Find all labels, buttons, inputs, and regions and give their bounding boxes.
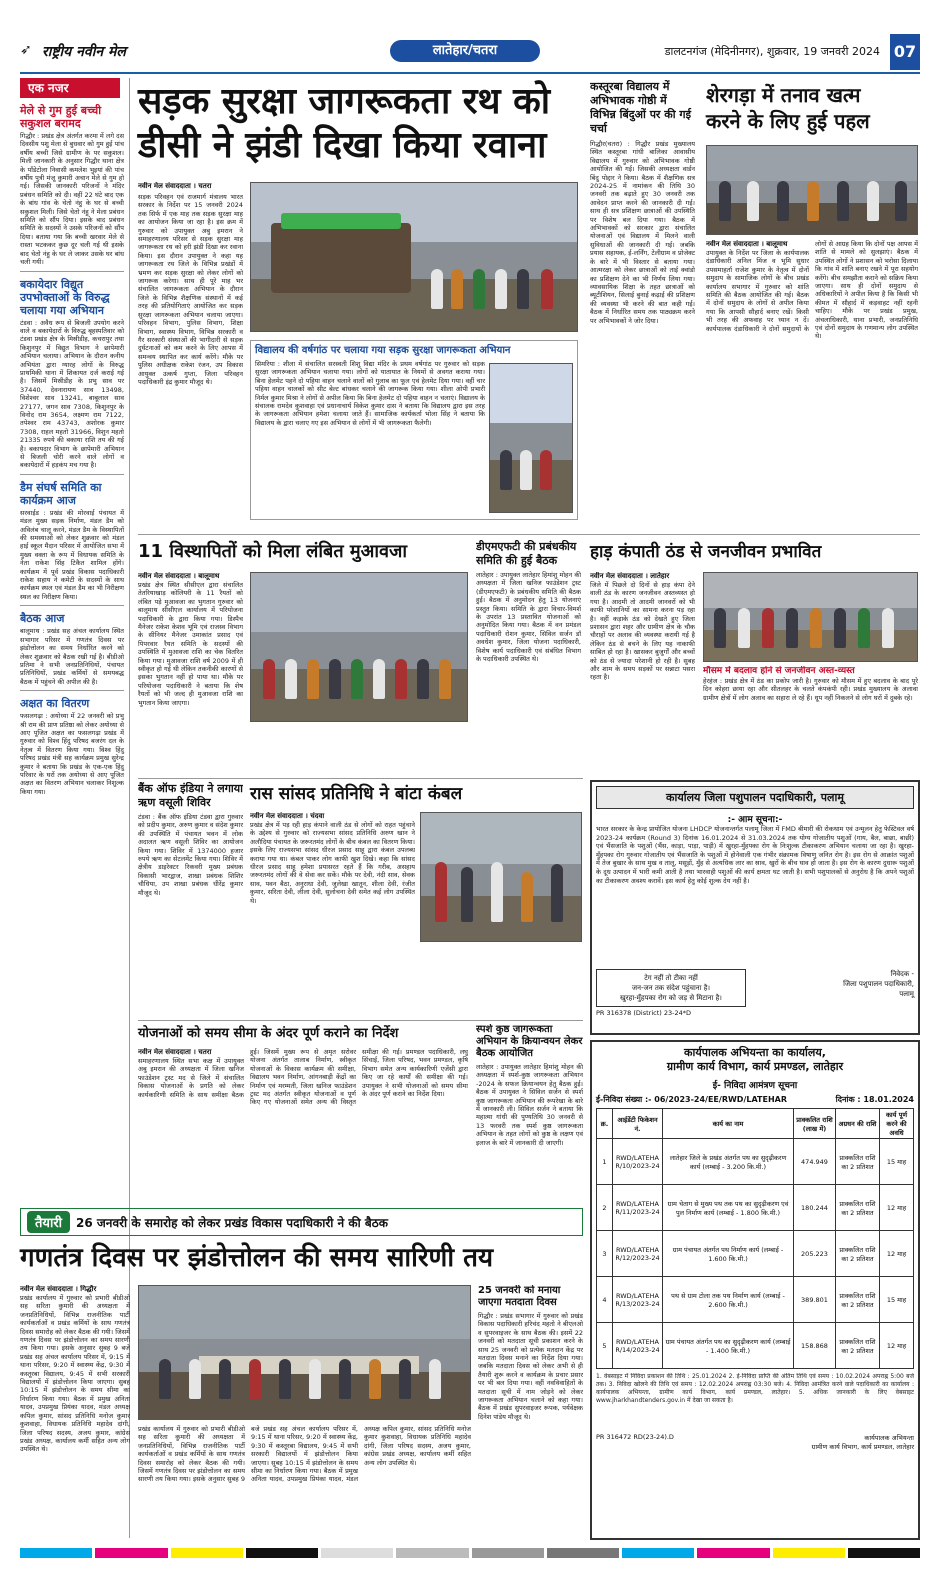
shergarha-article-text xyxy=(706,240,918,530)
dateline: डालटनगंज (मेदिनीनगर), शुक्रवार, 19 जनवरी 2024 xyxy=(664,45,880,58)
tender-notice-date: दिनांक : 18.01.2024 xyxy=(835,1095,914,1104)
table-cell: 205.223 xyxy=(794,1231,836,1277)
brief-item xyxy=(20,481,124,601)
pashupalan-slogan-box xyxy=(596,969,746,1007)
kambal-photo xyxy=(420,812,582,942)
page-number: 07 xyxy=(890,34,920,70)
dmft-headline: डीएमएफटी की प्रबंधकीय समिति की हुई बैठक xyxy=(476,540,577,567)
brief-item xyxy=(20,278,124,470)
tender-notice-title: ई- निविदा आमंत्रण सूचना xyxy=(712,1081,798,1091)
thand-body: जिले में पिछले दो दिनों से हाड़ कंपा देने वाली ठंड के कारण जनजीवन अस्तव्यस्त हो गया है। आदमी तो आदमी जानवरों को भी काफी परेशानियों का सामना करना पड़ रहा है। वहीं कड़ाके ठंड को देखते हुए जिला प्रशासन द्वारा शहर और ग्रामीण क्षेत्र के चौक चौराहों पर अलाव की व्यवस्था करायी गई है लेकिन ठंड से बचने के लिए यह नाकाफी साबित हो रहा है। खासकर बुजुर्गों और बच्चों को ठंड से ज्यादा परेशानी हो रही है। सुबह और शाम के समय सड़कों पर सन्नाटा पसरा रहता है। xyxy=(590,581,695,682)
divider xyxy=(20,690,124,691)
paper-name: राष्ट्रीय नवीन मेल xyxy=(42,44,126,60)
tender-title-line2: ग्रामीण कार्य विभाग, कार्य प्रमण्डल, लातेहार xyxy=(666,1060,844,1073)
brief-body: बालूमाथ : प्रखंड सह अंचल कार्यालय स्थित सभागार परिसर में गणतंत्र दिवस पर झंडोत्तोलन का समय निर्धारित करने को लेकर शुक्रवार को बैठक रखी गई है। बीडीओ प्रतिमा ने सभी जनप्रतिनिधियों, पंचायत प्रतिनिधियों, प्रखंड कर्मियों से समयबद्ध बैठक में पहुंचने की अपील की है। xyxy=(20,627,124,686)
table-cell: 1 xyxy=(597,1139,613,1185)
pashupalan-title: कार्यालय जिला पशुपालन पदाधिकारी, पलामू xyxy=(596,786,914,809)
brief-headline: बैठक आज xyxy=(20,612,65,626)
brief-body: गिद्धौर : प्रखंड क्षेत्र अंतर्गत करमा में लगे दस दिवसीय पशु मेला से बुधवार को गुम हुई पांच वर्षीय बच्ची जिसे ग्रामीण के पर सकुशल। मिली जानकारी के अनुसार गिद्धौर थाना क्षेत्र के पाँडेटोला निवासी कमलेश भुइयां की पांच वर्षीय पुत्री मंजू कुमारी अचान मेले से गुम हो गई। जिसकी जानकारी परिजनों ने मंदिर प्रबंधन समिति को दी। वहीं 22 घंटे बाद एक के बांध गांव के चेतो नंहु के घर से बच्ची सकुशल मिली। जिसे चेतो नंहु ने मेला प्रबंधन समिति को सौंप दिया। इसके बाद प्रबंधन समिति के सदस्यों ने उसके परिजनों को सौंप दिया। बताया गया कि बच्ची खरवार मेले से रास्ता भटककर कुछ दूर चली गई थी इसके बाद चेतो नंहु के घर ले जाकर उसके घर बांध चली गयी। xyxy=(20,132,124,267)
brief-headline: मेले से गुम हुई बच्ची सकुशल बरामद xyxy=(20,104,102,130)
tender-footer xyxy=(596,1433,914,1451)
kambal-body: प्रखंड क्षेत्र में पड़ रही हाड़ कंपाने वाली ठंड से लोगों को राहत पहुंचाने के उद्देश्य से गुरुवार को राज्यसभा सांसद प्रतिनिधि अरुण खान ने अलौदिया पंचायत के जरूरतमंद लोगों के बीच कंबल का वितरण किया। इसके लिए राज्यसभा सांसद धीरज प्रसाद साहू द्वारा कंबल उपलब्ध कराया गया था। कंबल पाकर लोग काफी खुश दिखे। कहा कि सांसद धीरज प्रसाद साहू हमेशा प्रयासरत रहते हैं कि गरीब, असहाय जरूरतमंद लोगों की वे सेवा कर सकें। मौके पर देवी, नंदी साव, सेवक साव, पवन बैठा, अनुराधा देवी, जुलेखा खातून, शीला देवी, रंजीत कुमार, सरिता देवी, लीला देवी, सुलोचना देवी समेत कई लोग उपस्थित थे। xyxy=(250,821,415,905)
rath-byline: नवीन मेल संवाददाता । चतरा xyxy=(138,182,212,190)
visthapit-article-text xyxy=(138,572,243,772)
divider xyxy=(20,271,124,272)
table-row xyxy=(597,1277,914,1323)
kambal-byline: नवीन मेल संवाददाता । चंदवा xyxy=(250,812,325,820)
brief-headline: अक्षत का वितरण xyxy=(20,697,90,711)
school-sidebar-story xyxy=(250,340,578,520)
thand-headline-box xyxy=(590,540,920,568)
table-header-row xyxy=(597,1109,914,1139)
table-row xyxy=(597,1231,914,1277)
table-cell: 180.244 xyxy=(794,1185,836,1231)
school-story-headline: विद्यालय की वर्षगांठ पर चलाया गया सड़क सुरक्षा जागरूकता अभियान xyxy=(255,345,511,356)
brief-headline: बकायेदार विद्युत उपभोक्ताओं के विरुद्ध चलाया गया अभियान xyxy=(20,277,110,317)
table-cell: प्राक्कलित राशि का 2 प्रतिशत xyxy=(836,1139,880,1185)
slogan-line: खुरहा-मुँहपका रोग को जड़ से मिटाना है। xyxy=(620,994,722,1002)
brief-item xyxy=(20,104,124,267)
signature-line: जिला पशुपालन पदाधिकारी, xyxy=(843,980,914,988)
rath-headline-line2: डीसी ने झंडी दिखा किया रवाना xyxy=(138,125,547,166)
bank-body: टंडवा : बैंक ऑफ इंडिया टंडवा द्वारा गुरुवार को प्रदीप कुमार, अरुण कुमार व संदेश कुमार की उपस्थिति में पंचायत भवन में लोक अदालत ऋण वसूली शिविर का आयोजन किया गया। शिविर में 1374000 हजार रुपये ऋण का सेटलमेंट किया गया। शिविर में क्षेत्रीय डाइरेक्टर रिकवरी मुख्य प्रबंधक विकासी भारद्वाज, शाखा प्रबंधक शिशिर चौधिया, उप शाखा प्रबंधक धीरेंद्र कुमार मौजूद थे। xyxy=(138,813,243,897)
thand-byline: नवीन मेल संवाददाता । लातेहार xyxy=(590,572,670,580)
shergarha-headline-line2: करने के लिए हुई पहल xyxy=(706,109,870,133)
yojana-headline: योजनाओं को समय सीमा के अंदर पूर्ण कराने का निर्देश xyxy=(138,1026,399,1041)
table-cell: RWD/LATEHA R/14/2023-24 xyxy=(613,1323,663,1369)
signature-line: कार्यपालक अभियन्ता xyxy=(864,1434,914,1442)
table-cell: प्राक्कलित राशि का 2 प्रतिशत xyxy=(836,1231,880,1277)
thand-article-text xyxy=(590,572,695,772)
matdata-body: गिद्धौर : प्रखंड सभागार में गुरुवार को प्रखंड विकास पदाधिकारी हरिचंद महतो ने बीएलओ व सुपरवाइजर के साथ बैठक की। इसमें 22 जनवरी को मतदाता सूची प्रकाशन करने के साथ 25 जनवरी को प्रत्येक मतदान केंद्र पर मतदाता दिवस मनाने का निर्देश दिया गया। जबकि मतदाता दिवस को लेकर अभी से ही तैयारी शुरू करने व कार्यक्रम के प्रचार प्रसार पर भी बल दिया गया। वहीं नवविवाहितों के मतदाता सूची में नाम जोड़ने को लेकर जागरूकता अभियान चलाने को कहा गया। बैठक में प्रखंड सुपरवाइजर रूपक, पर्यवेक्षक दिनेश पांडेय मौजूद थे। xyxy=(478,1312,583,1421)
table-cell: 15 माह xyxy=(880,1277,914,1323)
pashupalan-pr-code: PR 316378 (District) 23-24*D xyxy=(596,1009,692,1017)
gantantra-body: प्रखंड कार्यालय में गुरुवार को प्रभारी बीडीओ सह सरिता कुमारी की अध्यक्षता में जनप्रतिनिधियों, विभिन्न राजनीतिक पार्टी कार्यकर्ताओं व प्रखंड कर्मियों के साथ गणतंत्र दिवस समारोह को लेकर बैठक की गयी। जिसमें गणतंत्र दिवस पर झंडोत्तोलन का समय सारणी तय किया गया। इसके अनुसार सुबह 9 बजे प्रखंड सह अंचल कार्यालय परिसर में, 9:15 में थाना परिसर, 9:20 में स्वास्थ्य केंद्र, 9:30 में कस्तूरबा विद्यालय, 9:45 में सभी सरकारी विद्यालयों में झंडोत्तोलन किया जाएगा। सुबह 10:15 में झंडोत्तोलन के समय सीमा का निर्धारण किया गया। बैठक में प्रमुख अनिता यादव, उपप्रमुख प्रियंका यादव, मंडल अध्यक्ष कपिल कुमार, सांसद प्रतिनिधि मनोज कुमार कुशवाहा, विधायक प्रतिनिधि महादेव दांगी, जिला परिषद सदस्य, अजय कुमार, कांग्रेस प्रखंड अध्यक्ष, कार्यालय कर्मी सहित अन्य लोग उपस्थित थे। xyxy=(20,1294,130,1454)
table-cell: प्राक्कलित राशि का 2 प्रतिशत xyxy=(836,1277,880,1323)
visthapit-body: प्रखंड क्षेत्र स्थित सीसीएल द्वारा संचालित तेतरियाखाड़ कोलियरी के 11 रैयतों को लंबित पड़े मुआवजा का भुगतान गुरुवार को बालूमाथ सीसीएल कार्यालय में परियोजना पदाधिकारी के द्वारा किया गया। डिस्पैच मैनेजर राकेश केशव भूमि एवं राजस्व विभाग के सीनियर मैनेजर उमाकांत प्रसाद एवं पिपरवार रैयत समिति के सदस्यों की उपस्थिति में मुआवजा राशि का चेक वितरित किया गया। मुआवजा राशि वर्ष 2009 में ही स्वीकृत हो गई थी लेकिन तकनीकी कारणों से इसका भुगतान नहीं हो पाया था। मौके पर परियोजना पदाधिकारी ने बताया कि शेष रैयतों को भी जल्द ही मुआवजा राशि का भुगतान किया जाएगा। xyxy=(138,581,243,707)
table-row xyxy=(597,1185,914,1231)
dmft-body: लातेहार : उपायुक्त लातेहार हिमांशु मोहन की अध्यक्षता में जिला खनिज फाउंडेशन ट्रस्ट (डीएमएफटी) के प्रबंधकीय समिति की बैठक हुई। बैठक में अनुमोदन हेतु 13 योजनाएं प्रस्तुत किया। समिति के द्वारा विचार-विमर्श के उपरांत 13 प्रस्तावित योजनाओं को अनुमोदित किया गया। बैठक में वन प्रमंडल पदाधिकारी रोशन कुमार, सिविल सर्जन डॉ अवधेश कुमार, जिला योजना पदाधिकारी, विशेष कार्य पदाधिकारी एवं संबंधित विभाग के पदाधिकारी उपस्थित थे। xyxy=(476,571,581,664)
table-cell: 158.868 xyxy=(794,1323,836,1369)
table-cell: RWD/LATEHA R/13/2023-24 xyxy=(613,1277,663,1323)
shergarha-body: उपायुक्त के निर्देश पर जिला के कार्यपालक दंडाधिकारी अनिल मिंज व भूमि सुधार उपसमाहर्ता राजेश कुमार के नेतृत्व में दोनों समुदाय के सामाजिक लोगों के बीच प्रखंड कार्यालय सभागार में गुरुवार को शांति समिति की बैठक आयोजित की गई। बैठक में दोनों समुदाय के लोगों से अपील किया गया कि आपसी सौहार्द बनाए रखें। किसी भी तरह की अफवाह पर ध्यान न दें। कार्यपालक दंडाधिकारी ने दोनों समुदायों के लोगों से आग्रह किया कि दोनों पक्ष आपस में शांति से मामले को सुलझाएं। बैठक में उपस्थित लोगों ने प्रशासन को भरोसा दिलाया कि गांव में शांति बनाए रखने में पूरा सहयोग करेंगे। बीच समझौता कराने को सक्रिय किया जाएगा। साथ ही दोनों समुदाय से अधिकारियों ने अपील किया है कि किसी भी कीमत में सौहार्द में कड़वाहट नहीं रहनी चाहिए। मौके पर प्रखंड प्रमुख, अंचलाधिकारी, थाना प्रभारी, जनप्रतिनिधि एवं दोनों समुदाय के गणमान्य लोग उपस्थित थे। xyxy=(706,240,918,341)
table-cell: 12 माह xyxy=(880,1323,914,1369)
table-cell: ग्राम चेताग से मुख्य पथ तक पथ का सुदृढ़ीकरण एवं पुल निर्माण कार्य (लम्बाई - 1.800 कि.मी.) xyxy=(663,1185,794,1231)
table-header: क्र. xyxy=(597,1109,613,1139)
table-cell: 3 xyxy=(597,1231,613,1277)
pashupalan-body: भारत सरकार के केन्द्र प्रायोजित योजना LHDCP योजनान्तर्गत पलामू जिला में FMD बीमारी की रोकथाम एवं उन्मूलन हेतु फेस्टिवल वर्ष 2023-24 कार्यक्रम (Round 3) दिनांक 16.01.2024 से 31.03.2024 तक योग्य गोजातीय पशुओं (गाय, बैल, बाछा, बाछी) एवं भैंसजाति के पशुओं (भैंस, काड़ा, पाड़ा, पाड़ी) में खुरहा-मुँहपका रोग के निःशुल्क टीकाकरण अभियान चलाया जा रहा है। खुरहा-मुँहपका रोग गुरुवार गोजातीय एवं भैंसजाति के पशुओं में होनेवाली एक गंभीर संक्रामक विषाणु जनित रोग है। इस रोग से आक्रांत पशुओं में तेज बुखार के साथ मुख व तालू, मसूड़ों, मुँह से अत्यधिक लार का स्राव, खुरों के बीच घाव हो जाता है। इस रोग के कारण दुधारू पशुओं के दूध उत्पादन में भारी कमी आती है तथा भारवाही पशुओं की कार्य क्षमता घट जाती है। सभी पशुपालकों से अनुरोध है कि अपने पशुओं का टीकाकरण अवश्य करावें। इस कार्य हेतु कोई शुल्क देय नहीं है। xyxy=(596,825,914,885)
table-cell: RWD/LATEHA R/12/2023-24 xyxy=(613,1231,663,1277)
matdata-headline: 25 जनवरी को मनाया जाएगा मतदाता दिवस xyxy=(478,1285,561,1308)
slogan-line: जन-जन तक संदेश पहुंचाना है। xyxy=(631,984,711,992)
tender-title-line1: कार्यपालक अभियन्ता का कार्यालय, xyxy=(684,1046,826,1059)
tender-pr-code: PR 316472 RD(23-24).D xyxy=(596,1433,674,1441)
masthead xyxy=(20,34,920,74)
kambal-article-text xyxy=(250,812,415,1017)
kusht-body: लातेहार : उपायुक्त लातेहार हिमांशु मोहन की अध्यक्षता में स्पर्श-कुष्ठ जागरूकता अभियान -2024 के सफल क्रियान्वयन हेतु बैठक हुई। बैठक में उपायुक्त ने सिविल सर्जन से स्पर्श कुष्ठ जागरूकता अभियान की रूपरेखा के बारे में जानकारी ली। सिविल सर्जन ने बताया कि महात्मा गांधी की पुण्यतिथि 30 जनवरी से 13 फरवरी तक स्पर्श कुष्ठ जागरूकता अभियान के तहत लोगों को कुष्ठ के लक्षण एवं इलाज के बारे में जानकारी दी जाएगी। xyxy=(476,1063,583,1147)
shergarha-byline: नवीन मेल संवाददाता । बालूमाथ xyxy=(706,240,788,248)
table-cell: ग्राम पंचायत अंतर्गत पथ का सुदृढ़ीकरण कार्य (लम्बाई - 1.400 कि.मी.) xyxy=(663,1323,794,1369)
gantantra-kicker: 26 जनवरी के समारोह को लेकर प्रखंड विकास पदाधिकारी ने की बैठक xyxy=(76,1215,388,1230)
slogan-line: टेग नहीं तो टीका नहीं xyxy=(644,974,698,982)
visthapit-photo xyxy=(250,572,468,722)
school-photo xyxy=(489,363,573,513)
yojana-byline: नवीन मेल संवाददाता । चतरा xyxy=(138,1048,212,1056)
divider xyxy=(138,534,920,535)
table-cell: प्राक्कलित राशि का 2 प्रतिशत xyxy=(836,1323,880,1369)
pashupalan-notice xyxy=(590,780,920,1035)
kusht-headline: स्पर्श कुष्ठ जागरूकता अभियान के क्रियान्वयन लेकर बैठक आयोजित xyxy=(476,1024,583,1059)
table-cell: ग्राम पंचायत अंतर्गत पथ निर्माण कार्य (लम्बाई - 1.600 कि.मी.) xyxy=(663,1231,794,1277)
signature-line: निवेदक - xyxy=(890,970,914,978)
table-cell: RWD/LATEHA R/11/2023-24 xyxy=(613,1185,663,1231)
shergarha-photo xyxy=(706,145,918,235)
brief-body: सरवाईड : प्रखंड की मोरवाई पंचायत में मंडल मुख्य सड़क निर्माण, मंडल डैम को अविलंब चालू करने, मंडल डैम के विस्थापितों की समस्याओं को लेकर शुक्रवार को मंडल हाई स्कूल मैदान परिसर में आयोजित सभा में मुख्य वक्ता के रूप में विधायक समिति के नेता राकेश सिंह टिकैत शामिल होंगे। कार्यक्रम में पूर्व प्रखंड विकास पदाधिकारी राकेश सहाय ने कमेटी के सदस्यों के साथ कार्यक्रम स्थल एवं मंडल डैम का भी निरीक्षण स्थल का निरीक्षण किया। xyxy=(20,508,124,601)
yojana-headline-box xyxy=(138,1024,468,1046)
visthapit-headline-box xyxy=(138,540,468,570)
thand-sub-body: हेरहंज : प्रखंड क्षेत्र में ठंड का प्रकोप जारी है। गुरुवार को मौसम में हुए बदलाव के बाद पूरे दिन कोहरा छाया रहा और सीतलहर के चलते कंपकंपी रही। प्रखंड मुख्यालय के अलावा ग्रामीण क्षेत्रों में लोग अलाव का सहारा ले रहे हैं। धूप नहीं निकलने से लोग घरों में दुबके रहे। xyxy=(703,677,918,702)
dmft-article xyxy=(476,540,581,770)
gantantra-headline: गणतंत्र दिवस पर झंडोत्तोलन की समय सारिणी तय xyxy=(20,1243,494,1273)
gantantra-kicker-bar xyxy=(20,1208,583,1236)
rath-body: सड़क परिवहन एवं राजमार्ग मंत्रालय भारत सरकार के निर्देश पर 15 जनवरी 2024 तक सिर्फ में एक माह तक सड़क सुरक्षा माह का आयोजन किया जा रहा है। इस क्रम में गुरुवार को उपायुक्त अबु इमरान ने समाहरणालय परिसर से सड़क सुरक्षा माह जागरूकता रथ को हरी झंडी दिखा कर रवाना किया। इस दौरान उपायुक्त ने कहा यह जागरूकता रथ जिले के विभिन्न प्रखंडों में भ्रमण कर सड़क सुरक्षा को लेकर लोगों को जागरूक करेगा। साथ ही पूरे माह भर संचालित जागरूकता अभियान के दौरान जिले के विभिन्न शैक्षणिक संस्थानों में कई तरह की प्रतियोगिताएं आयोजित कर सड़क सुरक्षा जागरूकता अभियान चलाया जाएगा। परिवहन विभाग, पुलिस विभाग, शिक्षा विभाग, स्वास्थ्य विभाग, विभिन्न सरकारी व गैर सरकारी संस्थाओं की भागीदारी से सड़क दुर्घटनाओं को कम करने के लिए आपस में समन्वय स्थापित कर कार्य करेंगे। मौके पर पुलिस अधीक्षक राकेश रंजन, उप विकास आयुक्त उत्कर्ष गुप्ता, जिला परिवहन पदाधिकारी इंद्र कुमार मौजूद थे। xyxy=(138,193,243,386)
tender-table xyxy=(596,1108,914,1369)
divider xyxy=(20,474,124,475)
shergarha-headline xyxy=(706,82,921,142)
signature-line: पलामू xyxy=(899,990,914,998)
tender-footnotes: 1. वेबसाइट में निविदा प्रकाशन की तिथि : 25.01.2024 2. ई-निविदा प्राप्ति की अंतिम तिथि एवं समय : 10.02.2024 अपराह्न 5:00 बजे तक। 3. निविदा खोलने की तिथि एवं समय : 12.02.2024 अपराह्न 03:30 बजे। 4. निविदा आमंत्रित करने वाले पदाधिकारी का कार्यालय : कार्यपालक अभियन्ता, ग्रामीण कार्य विभाग, कार्य प्रमण्डल, लातेहार। 5. अधिक जानकारी के लिए वेबसाइट www.jharkhandtenders.gov.in में देखा जा सकता है। xyxy=(596,1373,914,1404)
table-cell: पथ से ग्राम टोला तक पथ निर्माण कार्य (लम्बाई - 2.600 कि.मी.) xyxy=(663,1277,794,1323)
table-header: अग्रधन की राशि xyxy=(836,1109,880,1139)
gantantra-article-continued xyxy=(138,1425,471,1540)
table-row xyxy=(597,1323,914,1369)
table-cell: 15 माह xyxy=(880,1139,914,1185)
table-cell: RWD/LATEHA R/10/2023-24 xyxy=(613,1139,663,1185)
table-cell: प्राक्कलित राशि का 2 प्रतिशत xyxy=(836,1185,880,1231)
rath-headline xyxy=(138,80,578,180)
table-header: आईडेंटी फिकेशन नं. xyxy=(613,1109,663,1139)
brief-body: फसलगढ़ा : अयोध्या में 22 जनवरी को प्रभु श्री राम की प्राण प्रतिष्ठा को लेकर अयोध्या से आए पूजित अक्षत का फसलगढ़ा प्रखंड में गुरुवार को विश्व हिंदु परिषद बजरंग दल के नेतृत्व में वितरण किया गया। विश्व हिंदु परिषद प्रखंड मंत्री सह कार्यक्रम प्रमुख सुरेन्द्र कुमार ने बताया कि प्रखंड के एक-एक हिंदु परिवार के घरों तक अयोध्या से आए पूजित अक्षत का वितरण अभियान चलाकर निशुल्क किया गया। xyxy=(20,712,124,796)
kambal-headline: रास सांसद प्रतिनिधि ने बांटा कंबल xyxy=(250,784,463,804)
brief-headline: डैम संघर्ष समिति का कार्यक्रम आज xyxy=(20,480,102,507)
table-cell: 2 xyxy=(597,1185,613,1231)
table-header: कार्य पूर्ण करने की अवधि xyxy=(880,1109,914,1139)
gantantra-body-continued: प्रखंड कार्यालय में गुरुवार को प्रभारी बीडीओ सह सरिता कुमारी की अध्यक्षता में जनप्रतिनिधियों, विभिन्न राजनीतिक पार्टी कार्यकर्ताओं व प्रखंड कर्मियों के साथ गणतंत्र दिवस समारोह को लेकर बैठक की गयी। जिसमें गणतंत्र दिवस पर झंडोत्तोलन का समय सारणी तय किया गया। इसके अनुसार सुबह 9 बजे प्रखंड सह अंचल कार्यालय परिसर में, 9:15 में थाना परिसर, 9:20 में स्वास्थ्य केंद्र, 9:30 में कस्तूरबा विद्यालय, 9:45 में सभी सरकारी विद्यालयों में झंडोत्तोलन किया जाएगा। सुबह 10:15 में झंडोत्तोलन के समय सीमा का निर्धारण किया गया। बैठक में प्रमुख अनिता यादव, उपप्रमुख प्रियंका यादव, मंडल अध्यक्ष कपिल कुमार, सांसद प्रतिनिधि मनोज कुमार कुशवाहा, विधायक प्रतिनिधि महादेव दांगी, जिला परिषद सदस्य, अजय कुमार, कांग्रेस प्रखंड अध्यक्ष, कार्यालय कर्मी सहित अन्य लोग उपस्थित थे। xyxy=(138,1425,471,1484)
print-registration-bar xyxy=(20,1548,920,1558)
divider xyxy=(20,605,124,606)
table-cell: 389.801 xyxy=(794,1277,836,1323)
gantantra-photo xyxy=(138,1285,471,1420)
signature-line: ग्रामीण कार्य विभाग, कार्य प्रमण्डल, लातेहार xyxy=(811,1443,914,1451)
rath-photo xyxy=(250,182,578,332)
visthapit-headline: 11 विस्थापितों को मिला लंबित मुआवजा xyxy=(138,541,408,562)
bank-headline: बैंक ऑफ इंडिया ने लगाया ऋण वसूली शिविर xyxy=(138,782,243,809)
kambal-headline-box xyxy=(250,782,583,808)
bank-article xyxy=(138,782,243,1022)
ek-nazar-label: एक नजर xyxy=(20,78,120,98)
tender-notice xyxy=(590,1040,920,1540)
yojana-body: समाहरणालय स्थित सभा कक्ष में उपायुक्त अबु इमरान की अध्यक्षता में जिला खनिज फाउंडेशन ट्रस्ट मद से जिले में संचालित विकास योजनाओं के प्रगति को लेकर कार्यकारिणी समिति के साथ समीक्षा बैठक हुई। जिसमें मुख्य रूप से अमृत सरोवर योजना अंतर्गत तालाब निर्माण, स्वीकृत योजनाओं के विकास कार्यक्रम की समीक्षा, विद्यालय भवन निर्माण, आंगनबाड़ी केंद्रों का निर्माण एवं मरम्मती, जिला खनिज फाउंडेशन ट्रस्ट मद अंतर्गत स्वीकृत योजनाओं व पूर्ण किए गए योजनाओं समेत अन्य की विस्तृत समीक्षा की गई। प्रमण्डल पदाधिकारी, लघु सिंचाई, जिला परिषद, भवन प्रमण्डल, कृषि विभाग समेत अन्य कार्यकारिणी एजेंसी द्वारा किए जा रहे कार्यों की समीक्षा की गई। उपायुक्त ने सभी योजनाओं को समय सीमा के अंदर पूर्ण कराने का निर्देश दिया। xyxy=(138,1048,468,1107)
thand-sub-headline: मौसम में बदलाव होने से जनजीवन अस्त-व्यस्त xyxy=(703,666,855,676)
thand-photo xyxy=(703,572,918,662)
kasturba-article xyxy=(590,80,695,530)
kusht-article xyxy=(476,1024,583,1199)
gantantra-headline-box xyxy=(20,1240,583,1280)
table-cell: 474.949 xyxy=(794,1139,836,1185)
brief-list xyxy=(20,104,129,796)
divider xyxy=(138,778,583,779)
visthapit-byline: नवीन मेल संवाददाता । बालूमाथ xyxy=(138,572,220,580)
yojana-article-text xyxy=(138,1048,468,1198)
brief-item xyxy=(20,697,124,796)
bird-logo-icon: ➶ xyxy=(20,42,32,58)
matdata-article xyxy=(478,1285,583,1540)
school-story-body: सिमरिया : शीला में संचालित सरस्वती शिशु विद्या मंदिर के प्रथम वर्षगांठ पर गुरुवार को सड़क सुरक्षा जागरूकता अभियान चलाया गया। लोगों को यातायात के नियमों से अवगत कराया गया। बिना हेलमेट पहने दो पहिया वाहन चलाने वालों को गुलाब का फूल एवं हेलमेट दिया गया। वहीं चार पहिया वाहन चालकों को सीट बेल्ट बांधकर चलाने की जागरूक किया गया। शीला ओपी प्रभारी निर्मल कुमार मिश्रा ने लोगों से अपील किया कि बिना हेलमेट दो पहिया वाहन न चलाएं। विद्यालय के संचालक रामदेव कुशवाहा एवं प्रधानाचार्य विकेश कुमार दास ने बताया कि विद्यालय द्वारा इस तरह के जागरूकता अभियान हमेशा चलाया जाते हैं। सामाजिक कार्यकर्ता भोला सिंह ने बताया कि विद्यालय के द्वारा चलाए गए इस अभियान से लोगों में भी जागरूकता फैलेगी। xyxy=(255,360,485,427)
table-header: कार्य का नाम xyxy=(663,1109,794,1139)
table-cell: लातेहार जिले के प्रखंड अंतर्गत पथ का सुदृढ़ीकरण कार्य (लम्बाई - 3.200 कि.मी.) xyxy=(663,1139,794,1185)
table-cell: 4 xyxy=(597,1277,613,1323)
brief-body: टंडवा : अवैध रूप से बिजली उपयोग करने वाले व बकायेदारों के विरुद्ध बृहस्पतिवार को टंडवा प्रखंड क्षेत्र के मिस्रीडीह, कचरापुर तथा किशुनपुर में विद्युत विभाग ने छापेमारी अभियान चलाया। अभियान के दौरान कनीय अभियंता द्वारा ग्यारह लोगों के विरुद्ध प्राथमिकी थाना में शिकायत दर्ज कराई गई है। जिसमें मिस्रीडीह के प्रभु साव पर 37440, देवनारायण साव 13498, विशेश्वर साव 13241, बाबूलाल साव 27177, जगन साव 7308, किशुनपुर के विनोद राम 3654, लक्ष्मण राम 7122, तपेश्वर राम 43743, अशोरक कुमार 7308, राहल महतो 31966, विशुन महतो 21335 रुपये की बकाया राशि तय की गई है। बकायदार विभाग के छापेमारी अभियान से बिजली चोरी करने वाले लोगों व बकायेदारों में हड़कंप मच गया है। xyxy=(20,318,124,470)
table-cell: 12 माह xyxy=(880,1185,914,1231)
section-label: लातेहार/चतरा xyxy=(390,40,540,62)
thand-headline: हाड़ कंपाती ठंड से जनजीवन प्रभावित xyxy=(590,542,822,562)
table-header: प्राक्कलित राशि (लाख में) xyxy=(794,1109,836,1139)
gantantra-tag: तैयारी xyxy=(27,1211,70,1233)
table-cell: 12 माह xyxy=(880,1231,914,1277)
gantantra-byline: नवीन मेल संवाददाता । गिद्धौर xyxy=(20,1285,97,1293)
kasturba-headline: कस्तूरबा विद्यालय में अभिभावक गोष्ठी में विभिन्न बिंदुओं पर की गई चर्चा xyxy=(590,80,691,135)
brief-item xyxy=(20,612,124,686)
tender-notice-number: ई-निविदा संख्या :- 06/2023-24/EE/RWD/LATEHAR xyxy=(596,1095,788,1104)
table-row xyxy=(597,1139,914,1185)
shergarha-headline-line1: शेरगड़ा में तनाव खत्म xyxy=(706,83,861,107)
table-cell: 5 xyxy=(597,1323,613,1369)
pashupalan-signature xyxy=(843,969,914,1007)
tender-notice-meta xyxy=(596,1094,914,1105)
divider xyxy=(138,1020,583,1021)
gantantra-article-text xyxy=(20,1285,130,1540)
kasturba-body: गिद्धौर(चतरा) : गिद्धौर प्रखंड मुख्यालय स्थित कस्तूरबा गांधी बालिका आवासीय विद्यालय में गुरुवार को अभिभावक गोष्ठी आयोजित की गई। जिसकी अध्यक्षता वार्डन बिंदु पोद्दार ने किया। बैठक में शैक्षणिक सत्र 2024-25 में नामांकन की तिथि 30 जनवरी तक बढ़ाते हुए 30 जनवरी तक आवेदन प्राप्त करने की जानकारी दी गई। साथ ही सत्र प्रशिक्षण छात्राओं की उपस्थिति पर विशेष बल दिया गया। बैठक में अभिभावकों को सरकार द्वारा संचालित योजनाओं एवं विद्यालय में मिलने वाली सुविधाओं की जानकारी दी गई। जबकि प्रयास सहायक, ई-लर्निंग, टेलीग्राम व प्रोजेक्ट के बारे में भी विस्तार से बताया गया। आत्मरक्षा को लेकर छात्राओं को ताई क्वांडो का प्रशिक्षण देने का भी निर्णय लिया गया। व्यावसायिक शिक्षा के तहत छात्राओं को ब्यूटीशियन, सिलाई बुनाई कढ़ाई की प्रशिक्षण की व्यवस्था भी करने की बात कही गई। बैठक में निर्धारित समय तक पाठ्यक्रम करने पर अभिभावकों ने जोर दिया। xyxy=(590,140,695,325)
pashupalan-notice-label: :- आम सूचना:- xyxy=(727,815,783,825)
thand-sub-story xyxy=(703,666,918,772)
tender-signature xyxy=(812,1433,914,1451)
rath-headline-line1: सड़क सुरक्षा जागरूकता रथ को xyxy=(138,81,551,122)
